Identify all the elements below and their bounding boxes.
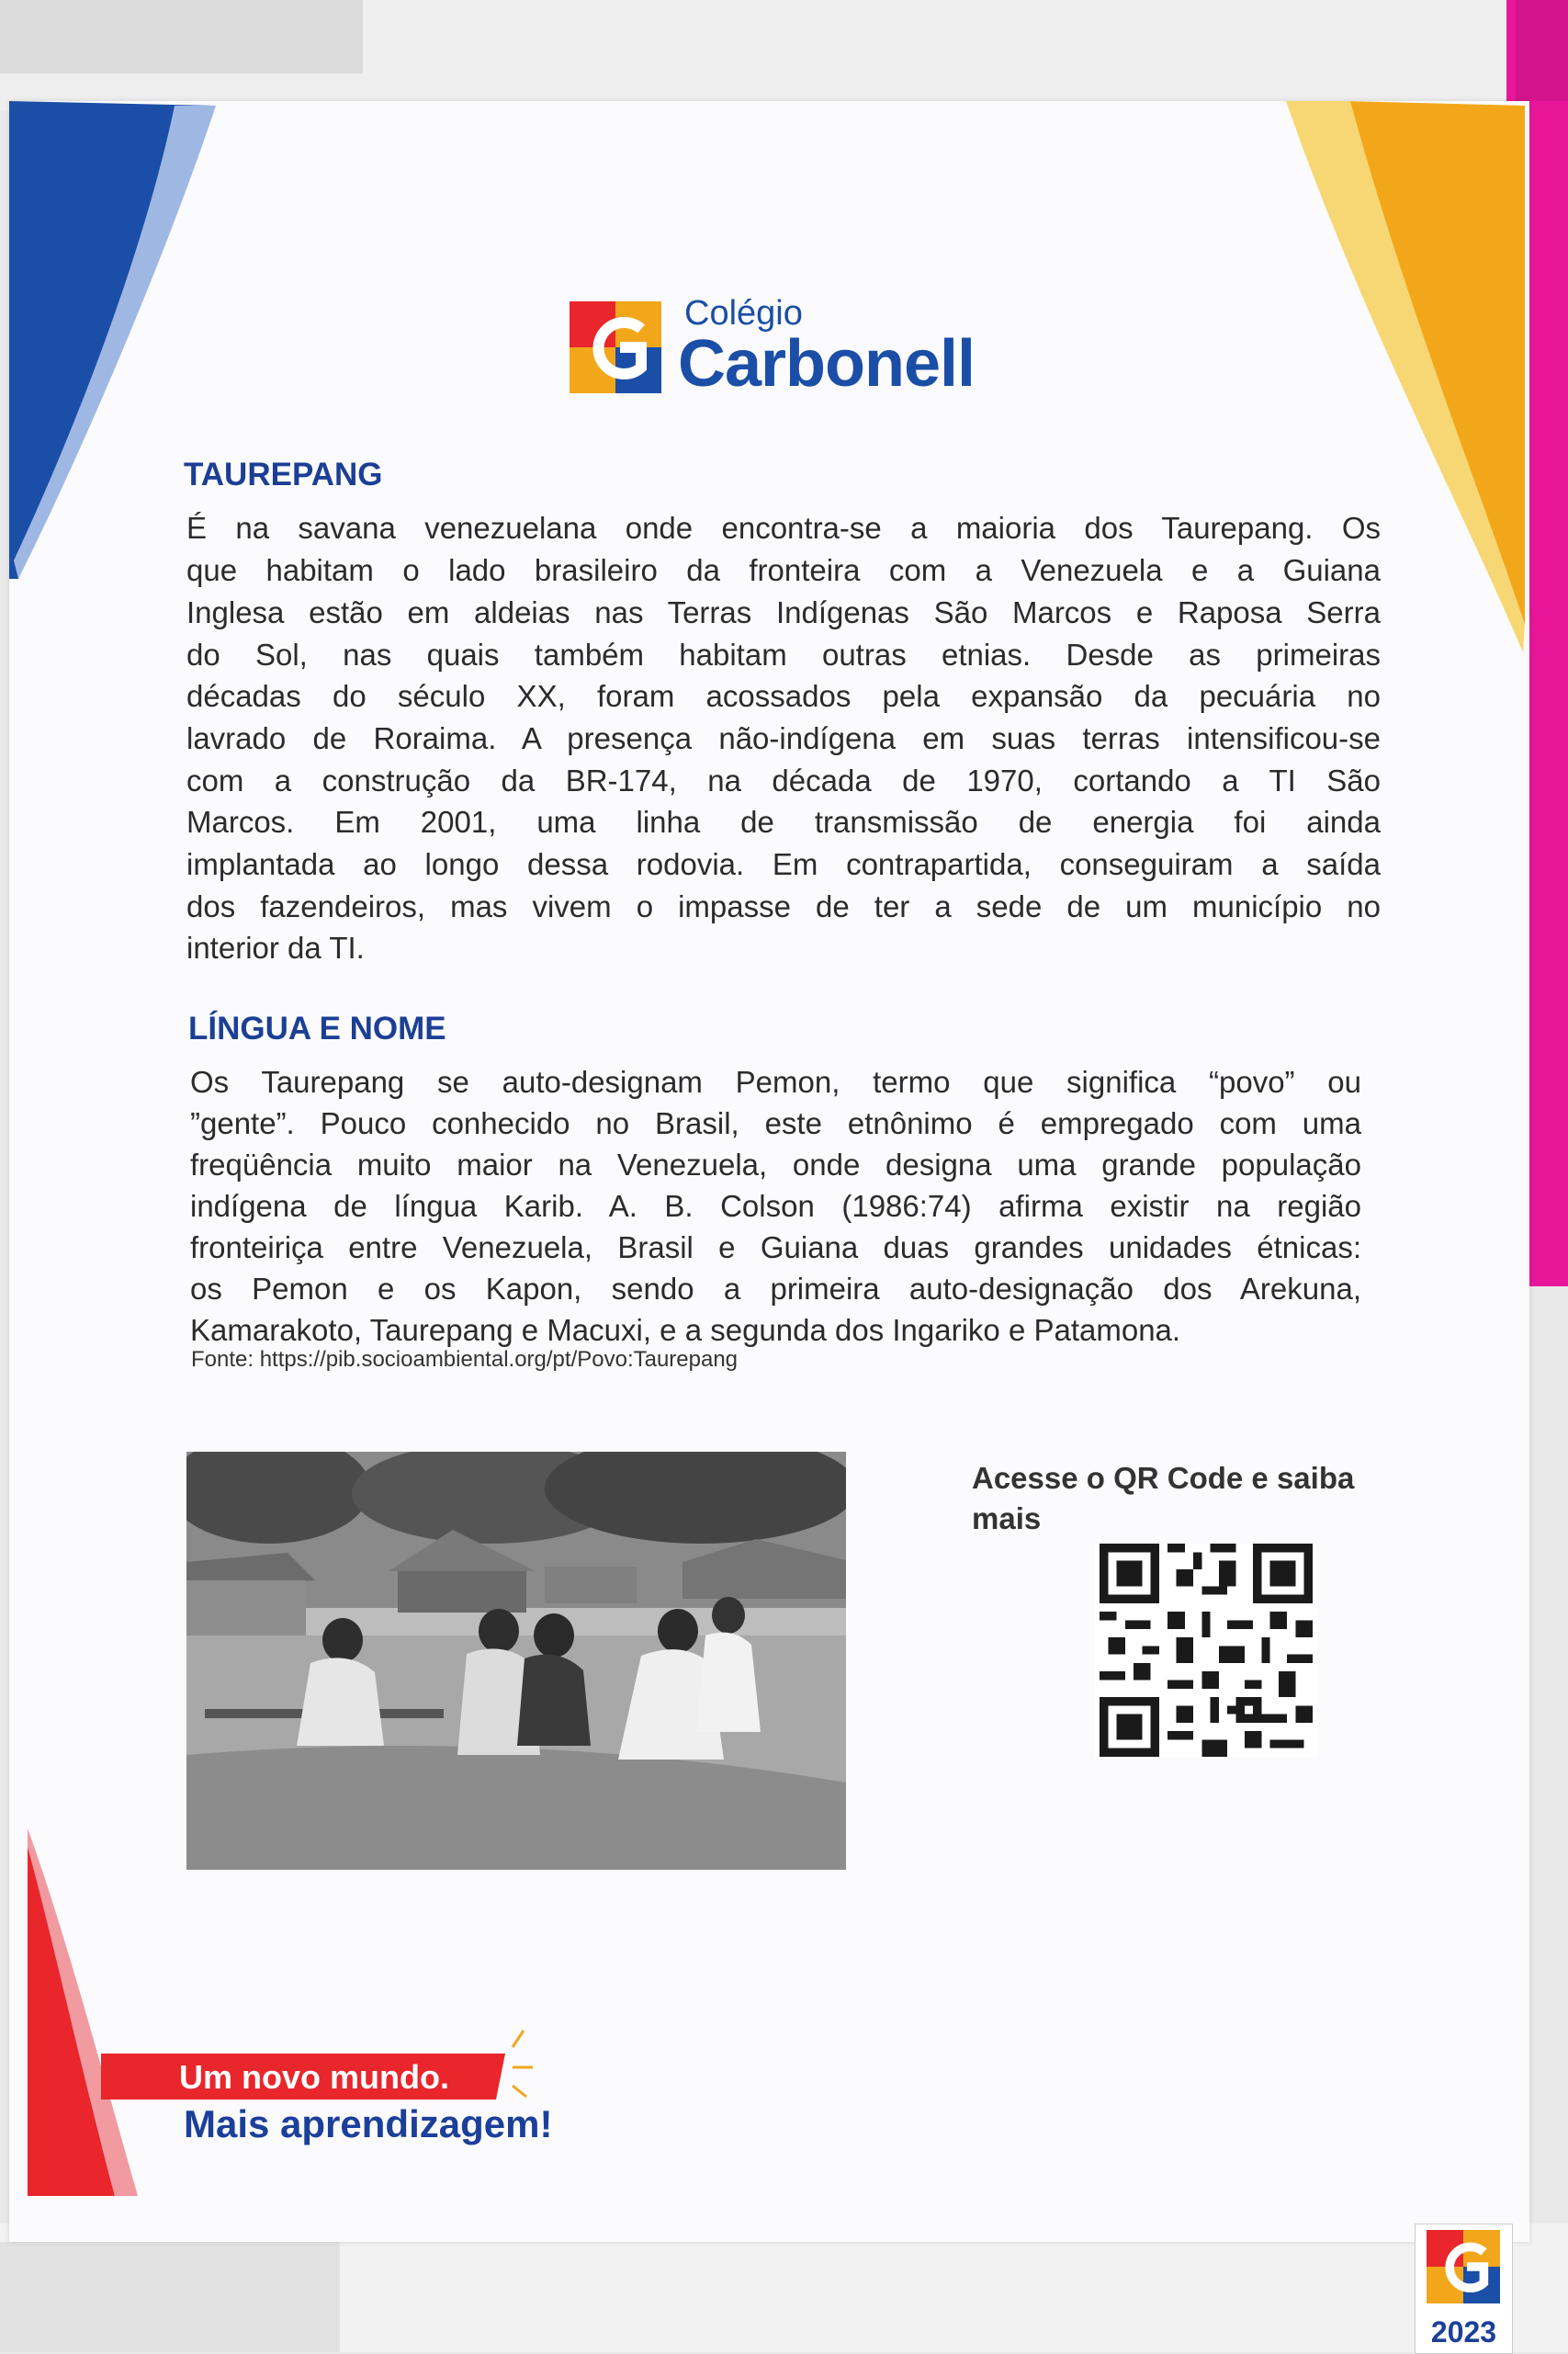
text-line: Inglesa estão em aldeias nas Terras Indígenas São Marcos e Raposa Serra [186, 595, 1381, 629]
badge-year: 2023 [1430, 2315, 1497, 2348]
text-line: com a construção da BR-174, na década de 1970, cortando a TI São [186, 764, 1381, 798]
school-logo [570, 289, 1010, 400]
source-citation: Fonte: https://pib.socioambiental.org/pt/Povo:Taurepang [191, 1347, 739, 1372]
section-heading-lingua-e-nome: LÍNGUA E NOME [188, 1011, 446, 1047]
text-line: Kamarakoto, Taurepang e Macuxi, e a segunda dos Ingariko e Patamona. [190, 1313, 1181, 1347]
text-line: dos fazendeiros, mas vivem o impasse de ter a sede de um município no [186, 889, 1381, 923]
sparkle-icon [513, 2031, 533, 2097]
text-line: implantada ao longo dessa rodovia. Em contrapartida, conseguiram a saída [186, 847, 1381, 881]
text-line: lavrado de Roraima. A presença não-indígena em suas terras intensificou-se [186, 721, 1381, 755]
logo-subtitle: Colégio [684, 294, 803, 333]
text-line: ”gente”. Pouco conhecido no Brasil, este etnônimo é empregado com uma [190, 1106, 1361, 1140]
logo-title: Carbonell [678, 327, 976, 401]
text-line: freqüência muito maior na Venezuela, onde designa uma grande população [190, 1148, 1361, 1182]
wall-bottom-panel [0, 2242, 340, 2352]
qr-code-label: Acesse o QR Code e saiba mais [972, 1461, 1355, 1535]
year-badge [1415, 2224, 1513, 2354]
text-line: Os Taurepang se auto-designam Pemon, termo que significa “povo” ou [190, 1065, 1361, 1099]
slogan-line-1: Um novo mundo. [179, 2058, 449, 2096]
text-line: Marcos. Em 2001, uma linha de transmissão de energia foi ainda [186, 805, 1381, 839]
cg-badge-icon [1427, 2230, 1500, 2303]
pink-paper-top [1516, 0, 1568, 101]
text-line: os Pemon e os Kapon, sendo a primeira auto-designação dos Arekuna, [190, 1272, 1361, 1306]
text-line: que habitam o lado brasileiro da fronteira com a Venezuela e a Guiana [186, 553, 1381, 587]
cg-logo-icon [570, 301, 661, 393]
qr-code-image[interactable] [1095, 1544, 1317, 1757]
text-line: interior da TI. [186, 931, 365, 965]
text-line: décadas do século XX, foram acossados pela expansão da pecuária no [186, 679, 1381, 713]
text-line: É na savana venezuelana onde encontra-se a maioria dos Taurepang. Os [186, 511, 1381, 545]
section-heading-taurepang: TAUREPANG [184, 457, 383, 492]
wall-panel [0, 0, 363, 74]
historical-photo [186, 1452, 846, 1870]
text-line: fronteiriça entre Venezuela, Brasil e Guiana duas grandes unidades étnicas: [190, 1230, 1361, 1264]
slogan-line-2: Mais aprendizagem! [184, 2102, 553, 2145]
text-line: indígena de língua Karib. A. B. Colson (1986:74) afirma existir na região [190, 1189, 1361, 1223]
text-line: do Sol, nas quais também habitam outras etnias. Desde as primeiras [186, 638, 1381, 672]
